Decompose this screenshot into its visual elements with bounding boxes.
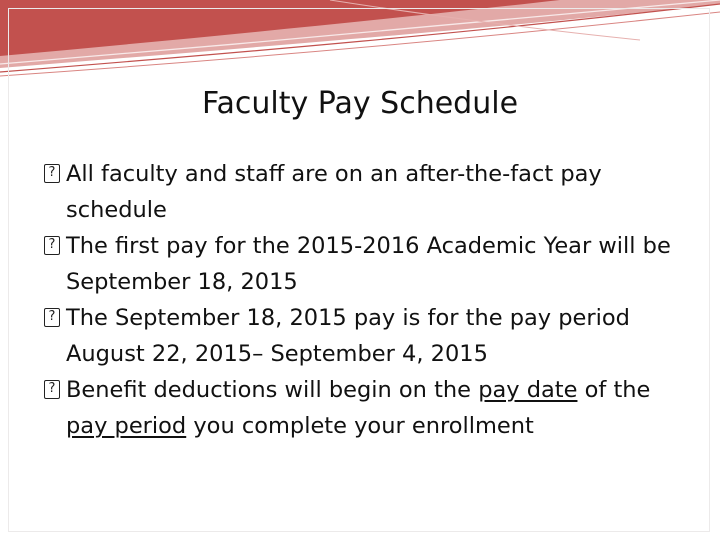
bullet-text-part: Benefit deductions will begin on the: [66, 377, 479, 403]
bullet-item-pay-schedule: [44, 156, 694, 228]
pay-period-term: pay period: [66, 413, 187, 439]
bullet-item-first-pay: [44, 228, 694, 300]
bullet-text: All faculty and staff are on an after-the-fact pay schedule: [66, 161, 602, 223]
bullet-item-pay-period: [44, 300, 694, 372]
header-swoosh-graphic: [0, 0, 720, 80]
missing-glyph-box-icon: [44, 164, 60, 183]
bullet-text: The first pay for the 2015-2016 Academic Year will be September 18, 2015: [66, 233, 671, 295]
bullet-text-part: of the: [577, 377, 651, 403]
bullet-text: The September 18, 2015 pay is for the pay period August 22, 2015– September 4, 2015: [66, 305, 630, 367]
missing-glyph-box-icon: [44, 236, 60, 255]
bullet-item-benefit-deductions: [44, 372, 694, 444]
missing-glyph-box-icon: [44, 380, 60, 399]
pay-date-term: pay date: [478, 377, 578, 403]
bullet-text-part: you complete your enrollment: [186, 413, 534, 439]
bullet-list: [44, 156, 694, 444]
slide-title: Faculty Pay Schedule: [201, 86, 519, 121]
missing-glyph-box-icon: [44, 308, 60, 327]
